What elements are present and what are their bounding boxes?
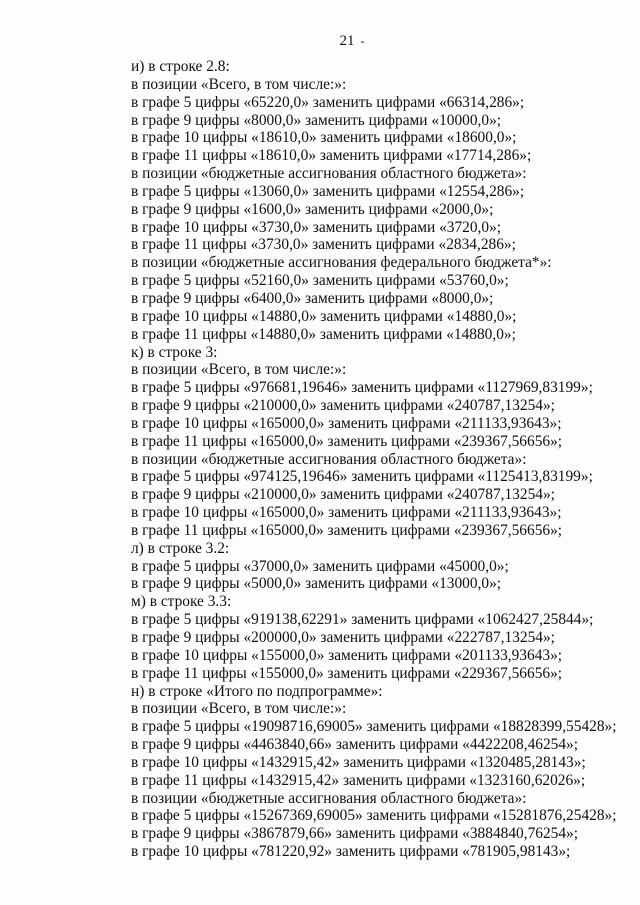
page-number-dash: -: [360, 34, 365, 48]
text-line: в графе 5 цифры «974125,19646» заменить цифрами «1125413,83199»;: [131, 468, 593, 486]
text-line: в графе 5 цифры «19098716,69005» заменить цифрами «18828399,55428»;: [131, 718, 617, 736]
text-line: в графе 10 цифры «781220,92» заменить цифрами «781905,98143»;: [131, 843, 571, 861]
text-line: в графе 11 цифры «155000,0» заменить цифрами «229367,56656»;: [131, 664, 563, 682]
text-line: в позиции «бюджетные ассигнования федерального бюджета*»:: [131, 254, 552, 272]
text-line: в графе 5 цифры «65220,0» заменить цифрами «66314,286»;: [131, 93, 525, 111]
page-number: [0, 33, 640, 50]
text-line: в графе 11 цифры «165000,0» заменить цифрами «239367,56656»;: [131, 521, 563, 539]
text-line: в позиции «бюджетные ассигнования областного бюджета»:: [131, 789, 527, 807]
text-line: в позиции «бюджетные ассигнования областного бюджета»:: [131, 450, 527, 468]
text-line: в графе 11 цифры «165000,0» заменить цифрами «239367,56656»;: [131, 432, 563, 450]
text-line: и) в строке 2.8:: [131, 58, 230, 75]
text-line: в графе 10 цифры «155000,0» заменить цифрами «201133,93643»;: [131, 646, 563, 664]
text-line: в графе 9 цифры «8000,0» заменить цифрами «10000,0»;: [131, 111, 502, 129]
page-number-value: 21: [339, 33, 355, 49]
text-line: в позиции «бюджетные ассигнования областного бюджета»:: [131, 165, 527, 183]
document-body: [131, 58, 617, 861]
text-line: в графе 10 цифры «165000,0» заменить цифрами «211133,93643»;: [131, 504, 562, 522]
text-line: в графе 5 цифры «15267369,69005» заменить цифрами «15281876,25428»;: [131, 807, 617, 825]
text-line: в графе 5 цифры «13060,0» заменить цифрами «12554,286»;: [131, 182, 525, 200]
text-line: к) в строке 3:: [131, 343, 218, 361]
text-line: в графе 11 цифры «3730,0» заменить цифрами «2834,286»;: [131, 236, 516, 254]
text-line: в графе 10 цифры «165000,0» заменить цифрами «211133,93643»;: [131, 414, 562, 432]
text-line: в графе 9 цифры «200000,0» заменить цифрами «222787,13254»;: [131, 629, 555, 646]
text-line: н) в строке «Итого по подпрограмме»:: [131, 682, 383, 700]
text-line: м) в строке 3.3:: [131, 593, 232, 611]
text-line: в графе 10 цифры «3730,0» заменить цифрами «3720,0»;: [131, 218, 502, 236]
text-line: в графе 9 цифры «5000,0» заменить цифрами «13000,0»;: [131, 575, 502, 593]
text-line: в графе 9 цифры «210000,0» заменить цифрами «240787,13254»;: [131, 397, 555, 415]
text-line: в графе 9 цифры «3867879,66» заменить цифрами «3884840,76254»;: [131, 825, 579, 843]
text-line: в графе 5 цифры «919138,62291» заменить цифрами «1062427,25844»;: [131, 611, 594, 629]
text-line: в позиции «Всего, в том числе:»:: [131, 700, 347, 718]
text-line: в позиции «Всего, в том числе:»:: [131, 75, 347, 93]
text-line: в графе 11 цифры «18610,0» заменить цифрами «17714,286»;: [131, 147, 532, 165]
text-line: в графе 10 цифры «14880,0» заменить цифрами «14880,0»;: [131, 307, 517, 325]
text-line: в графе 9 цифры «6400,0» заменить цифрами «8000,0»;: [131, 289, 494, 307]
text-line: в графе 9 цифры «4463840,66» заменить цифрами «4422208,46254»;: [131, 736, 579, 754]
text-line: в графе 9 цифры «1600,0» заменить цифрами «2000,0»;: [131, 200, 494, 218]
text-line: в графе 5 цифры «37000,0» заменить цифрами «45000,0»;: [131, 557, 509, 575]
text-line: в позиции «Всего, в том числе:»:: [131, 361, 347, 379]
text-line: в графе 11 цифры «1432915,42» заменить цифрами «1323160,62026»;: [131, 771, 586, 789]
text-line: в графе 9 цифры «210000,0» заменить цифрами «240787,13254»;: [131, 486, 555, 504]
text-line: в графе 5 цифры «976681,19646» заменить цифрами «1127969,83199»;: [131, 379, 593, 397]
text-line: в графе 11 цифры «14880,0» заменить цифрами «14880,0»;: [131, 325, 516, 343]
text-line: в графе 10 цифры «18610,0» заменить цифрами «18600,0»;: [131, 129, 517, 147]
text-line: л) в строке 3.2:: [131, 539, 230, 557]
text-line: в графе 5 цифры «52160,0» заменить цифрами «53760,0»;: [131, 272, 509, 290]
text-line: в графе 10 цифры «1432915,42» заменить цифрами «1320485,28143»;: [131, 753, 586, 771]
